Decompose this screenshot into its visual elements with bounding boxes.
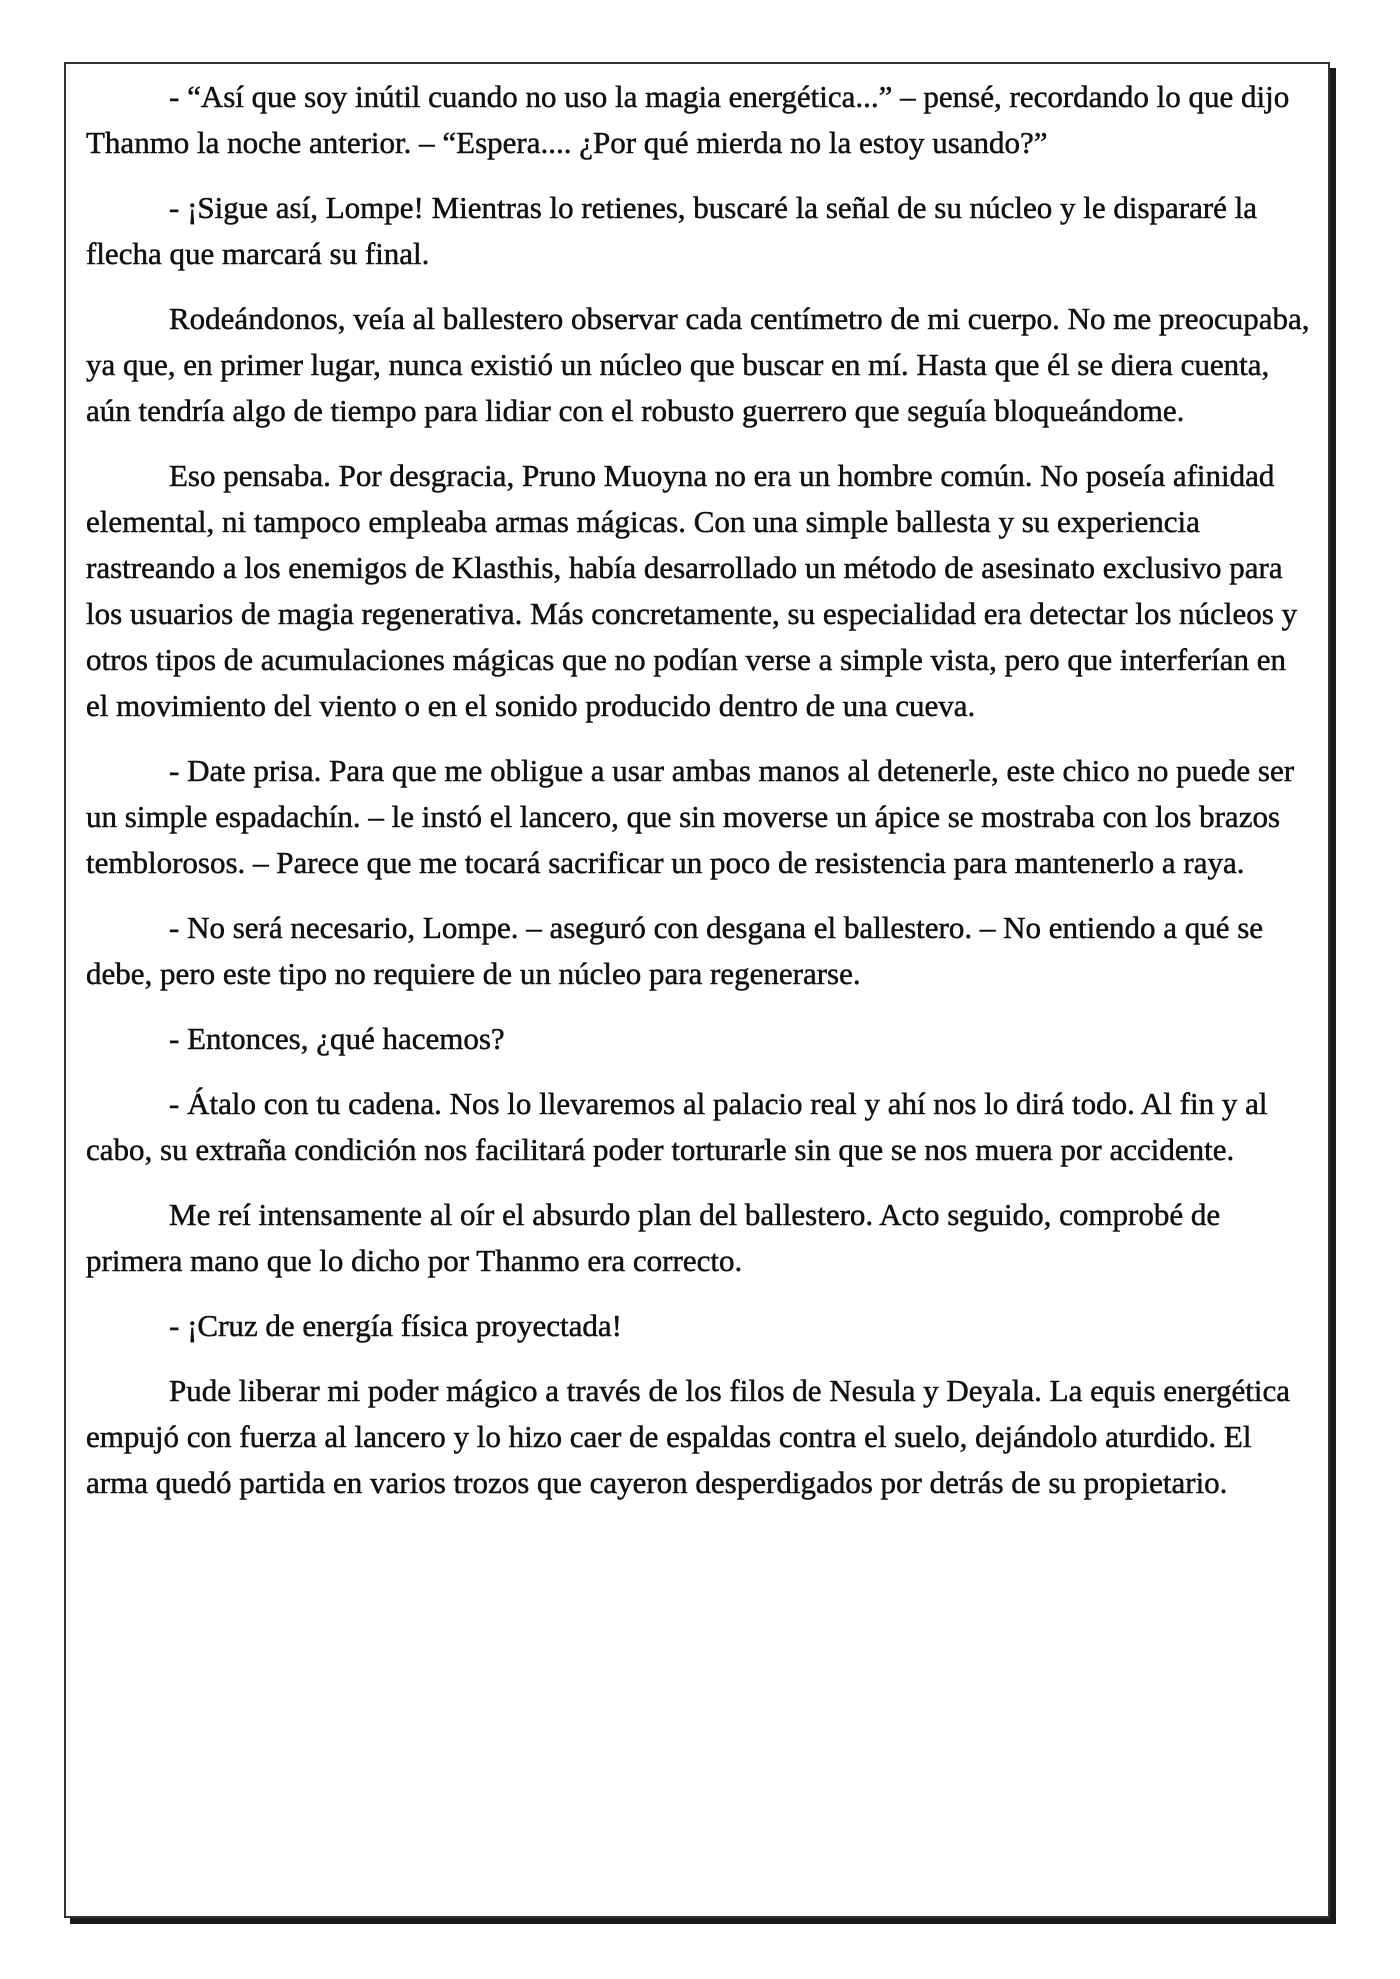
paragraph: Pude liberar mi poder mágico a través de los filos de Nesula y Deyala. La equis energética empujó con fuerza al lancero y lo hizo caer de espaldas contra el suelo, dejándolo aturdido. El arma quedó partida en varios trozos que cayeron desperdigados por detrás de su propietario.	[86, 1373, 1291, 1500]
paragraph: - No será necesario, Lompe. – aseguró con desgana el ballestero. – No entiendo a qué se debe, pero este tipo no requiere de un núcleo para regenerarse.	[86, 910, 1264, 991]
paragraph: - ¡Sigue así, Lompe! Mientras lo retienes, buscaré la señal de su núcleo y le dispararé la flecha que marcará su final.	[86, 190, 1258, 271]
paragraph: - ¡Cruz de energía física proyectada!	[169, 1308, 622, 1343]
paragraph: Me reí intensamente al oír el absurdo plan del ballestero. Acto seguido, comprobé de primera mano que lo dicho por Thanmo era correcto.	[86, 1197, 1221, 1278]
paragraph: - Entonces, ¿qué hacemos?	[169, 1021, 505, 1056]
paragraph: Rodeándonos, veía al ballestero observar cada centímetro de mi cuerpo. No me preocupaba, ya que, en primer lugar, nunca existió un núcleo que buscar en mí. Hasta que él se diera cuenta, aún tendría algo de tiempo para lidiar con el robusto guerrero que seguía bloqueándome.	[86, 301, 1310, 428]
page-frame	[64, 62, 1330, 1918]
paragraph: - “Así que soy inútil cuando no uso la magia energética...” – pensé, recordando lo que dijo Thanmo la noche anterior. – “Espera.... ¿Por qué mierda no la estoy usando?”	[86, 79, 1290, 160]
paragraph: - Date prisa. Para que me obligue a usar ambas manos al detenerle, este chico no puede ser un simple espadachín. – le instó el lancero, que sin moverse un ápice se mostraba con los brazos temblorosos. – Parece que me tocará sacrificar un poco de resistencia para mantenerlo a raya.	[86, 753, 1295, 880]
paragraph: - Átalo con tu cadena. Nos lo llevaremos al palacio real y ahí nos lo dirá todo. Al fin y al cabo, su extraña condición nos facilitará poder torturarle sin que se nos muera por accidente.	[86, 1086, 1268, 1167]
paragraph: Eso pensaba. Por desgracia, Pruno Muoyna no era un hombre común. No poseía afinidad elemental, ni tampoco empleaba armas mágicas. Con una simple ballesta y su experiencia rastreando a los enemigos de Klasthis, había desarrollado un método de asesinato exclusivo para los usuarios de magia regenerativa. Más concretamente, su especialidad era detectar los núcleos y otros tipos de acumulaciones mágicas que no podían verse a simple vista, pero que interferían en el movimiento del viento o en el sonido producido dentro de una cueva.	[86, 458, 1298, 723]
text-body	[86, 74, 1312, 1525]
